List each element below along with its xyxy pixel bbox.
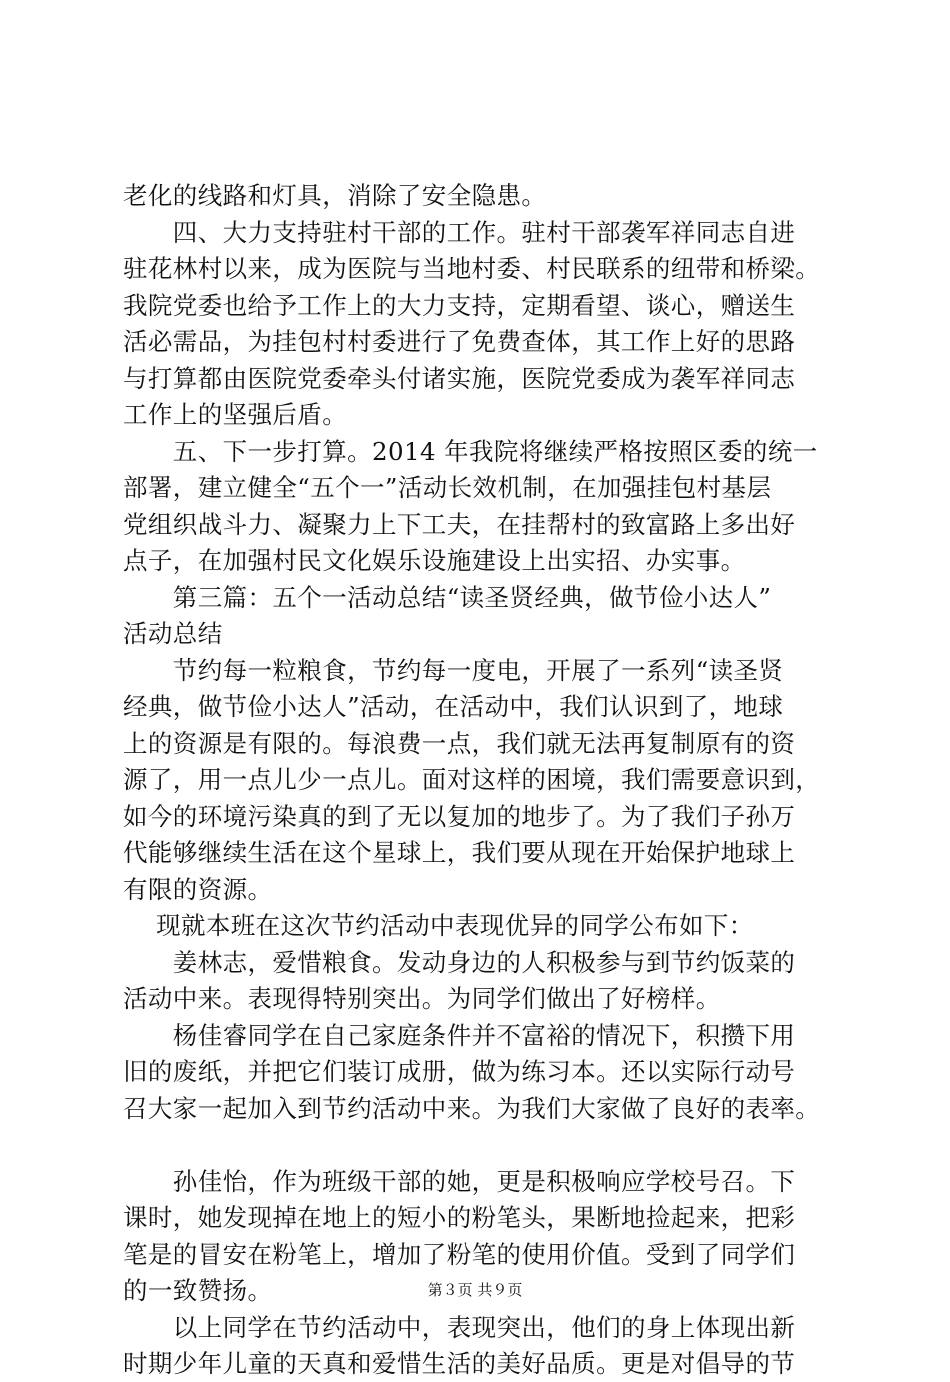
text-line: 杨佳睿同学在自己家庭条件并不富裕的情况下，积攒下用: [123, 1020, 796, 1050]
text-line: 节约每一粒粮食，节约每一度电，开展了一系列“读圣贤: [123, 655, 784, 685]
text-line: 党组织战斗力、凝聚力上下工夫，在挂帮村的致富路上多出好: [123, 509, 796, 539]
text-line: 与打算都由医院党委牵头付诸实施，医院党委成为袭军祥同志: [123, 363, 796, 393]
text-line: 的一致赞扬。: [123, 1276, 273, 1305]
text-line: 第三篇：五个一活动总结“读圣贤经典，做节俭小达人”: [123, 582, 772, 612]
page-footer: 第３页 共９页: [427, 1281, 523, 1299]
text-line: 如今的环境污染真的到了无以复加的地步了。为了我们子孙万: [123, 801, 796, 831]
text-line: 活动总结: [123, 619, 223, 648]
text-line: 姜林志，爱惜粮食。发动身边的人积极参与到节约饭菜的: [123, 947, 796, 977]
text-line: 源了，用一点儿少一点儿。面对这样的困境，我们需要意识到，: [123, 765, 821, 794]
text-line: 点子，在加强村民文化娱乐设施建设上出实招、办实事。: [123, 546, 746, 575]
text-line: 课时，她发现掉在地上的短小的粉笔头，果断地捡起来，把彩: [123, 1203, 796, 1232]
text-line: 上的资源是有限的。每浪费一点，我们就无法再复制原有的资: [123, 728, 796, 758]
text-line: 驻花林村以来，成为医院与当地村委、村民联系的纽带和桥梁。: [123, 254, 821, 283]
text-line: 活动中来。表现得特别突出。为同学们做出了好榜样。: [123, 984, 721, 1013]
text-line: 五、下一步打算。2014 年我院将继续严格按照区委的统一: [123, 436, 818, 466]
text-line: 经典，做节俭小达人”活动，在活动中，我们认识到了，地球: [123, 692, 784, 721]
text-line: 我院党委也给予工作上的大力支持，定期看望、谈心，赠送生: [123, 290, 796, 320]
text-line: 老化的线路和灯具，消除了安全隐患。: [123, 181, 547, 210]
text-line: 代能够继续生活在这个星球上，我们要从现在开始保护地球上: [123, 838, 796, 867]
text-line: 以上同学在节约活动中，表现突出，他们的身上体现出新: [123, 1312, 796, 1342]
text-line: 有限的资源。: [123, 874, 273, 904]
text-line: 旧的废纸，并把它们装订成册，做为练习本。还以实际行动号: [123, 1057, 796, 1086]
text-line: 笔是的冒安在粉笔上，增加了粉笔的使用价值。受到了同学们: [123, 1239, 796, 1269]
text-line: 时期少年儿童的天真和爱惜生活的美好品质。更是对倡导的节: [123, 1349, 796, 1378]
text-line: 孙佳怡，作为班级干部的她，更是积极响应学校号召。下: [123, 1166, 796, 1196]
text-line: 现就本班在这次节约活动中表现优异的同学公布如下：: [123, 911, 754, 940]
text-line: 部署，建立健全“五个一”活动长效机制，在加强挂包村基层: [123, 473, 772, 502]
text-line: [123, 1127, 843, 1163]
text-line: 召大家一起加入到节约活动中来。为我们大家做了良好的表率。: [123, 1093, 821, 1123]
text-line: 四、大力支持驻村干部的工作。驻村干部袭军祥同志自进: [123, 217, 796, 247]
text-line: 工作上的坚强后盾。: [123, 400, 348, 429]
text-line: 活必需品，为挂包村村委进行了免费查体，其工作上好的思路: [123, 327, 796, 356]
